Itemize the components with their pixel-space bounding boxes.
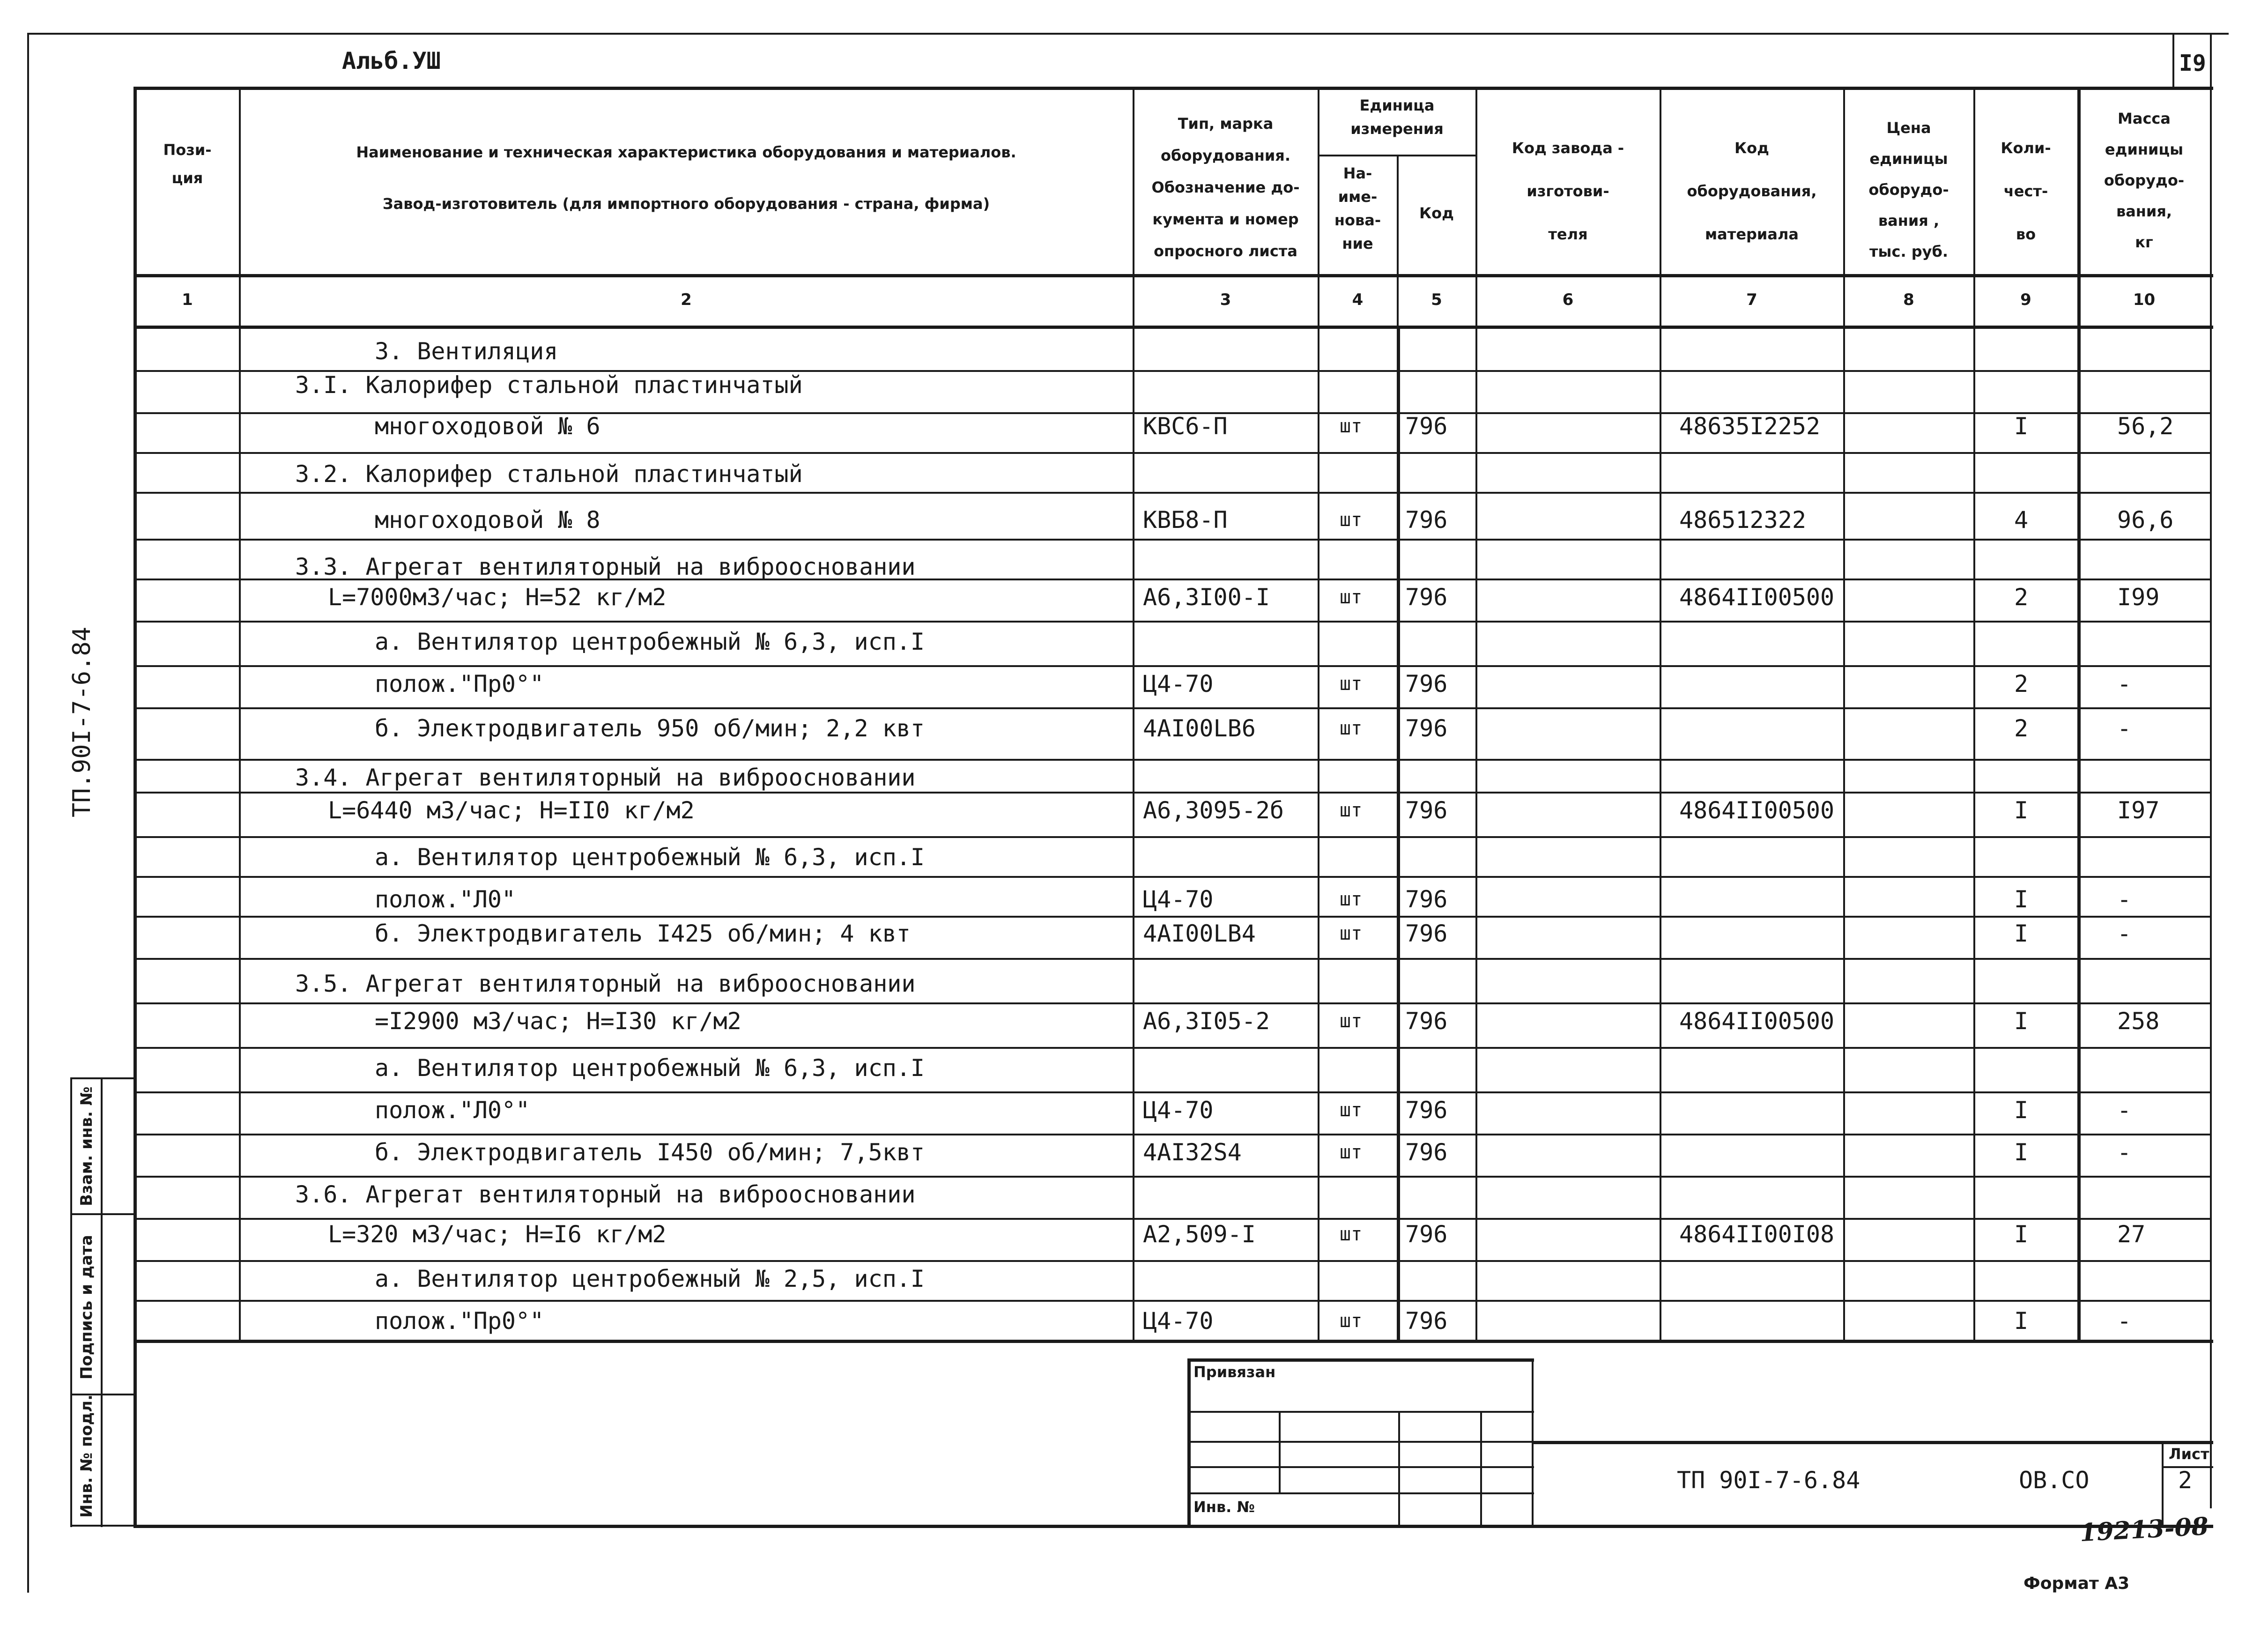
sheet-code: ОВ.СО bbox=[2019, 1467, 2090, 1494]
row-10-code: 796 bbox=[1405, 715, 1448, 742]
row-9-unit: шт bbox=[1340, 673, 1363, 695]
header-unit: Единица измерения bbox=[1350, 96, 1444, 138]
row-10-mass: - bbox=[2117, 715, 2132, 742]
row-22-code: 796 bbox=[1405, 1221, 1448, 1248]
row-1-name: 3. Вентиляция bbox=[375, 338, 558, 365]
row-17-mass: 258 bbox=[2117, 1008, 2160, 1035]
row-divider bbox=[133, 1091, 2210, 1093]
row-24-name: полож."Пр0°" bbox=[375, 1307, 544, 1335]
list-box-left bbox=[2162, 1441, 2164, 1525]
row-divider bbox=[133, 1300, 2210, 1302]
col-line-10 bbox=[2210, 87, 2212, 1340]
row-14-mass: - bbox=[2117, 886, 2132, 913]
row-20-unit: шт bbox=[1340, 1142, 1363, 1163]
header-price: Цена единицы оборудо- вания , тыс. руб. bbox=[1868, 119, 1949, 260]
row-divider bbox=[133, 876, 2210, 878]
row-14-unit: шт bbox=[1340, 889, 1363, 910]
row-10-unit: шт bbox=[1340, 718, 1363, 739]
row-23-name: а. Вентилятор центробежный № 2,5, исп.I bbox=[375, 1265, 925, 1292]
col-number-6: 6 bbox=[1562, 290, 1574, 309]
side-stamp-vzam: Взам. инв. № bbox=[77, 1086, 96, 1206]
stamp-row2 bbox=[1187, 1441, 1534, 1443]
row-17-unit: шт bbox=[1340, 1010, 1363, 1032]
row-20-qty: I bbox=[2014, 1139, 2029, 1166]
row-19-name: полож."Л0°" bbox=[375, 1097, 530, 1124]
row-3-type: КВС6-П bbox=[1143, 413, 1228, 440]
col-line-7 bbox=[1843, 87, 1845, 1340]
col-line-4b bbox=[1397, 326, 1400, 1340]
row-22-qty: I bbox=[2014, 1221, 2029, 1248]
stamp-privyazan-label: Привязан bbox=[1193, 1363, 1276, 1381]
row-5-mass: 96,6 bbox=[2117, 506, 2174, 534]
page-number-box-left bbox=[2172, 33, 2174, 89]
row-3-code: 796 bbox=[1405, 413, 1448, 440]
document-code: ТП 90I-7-6.84 bbox=[1677, 1467, 1860, 1494]
header-type: Тип, марка оборудования. Обозначение до- кумента и номер опросного листа bbox=[1151, 115, 1300, 260]
page-number: I9 bbox=[2179, 50, 2206, 76]
col-number-8: 8 bbox=[1903, 290, 1914, 309]
col-line-9 bbox=[2077, 87, 2081, 1340]
row-divider bbox=[133, 759, 2210, 761]
row-12-unit: шт bbox=[1340, 800, 1363, 821]
row-24-qty: I bbox=[2014, 1307, 2029, 1335]
header-factory-code: Код завода - изготови- теля bbox=[1512, 139, 1624, 243]
row-9-qty: 2 bbox=[2014, 670, 2029, 697]
row-divider bbox=[133, 958, 2210, 960]
row-20-code: 796 bbox=[1405, 1139, 1448, 1166]
list-number: 2 bbox=[2178, 1467, 2193, 1494]
row-8-name: а. Вентилятор центробежный № 6,3, исп.I bbox=[375, 628, 925, 655]
col-number-10: 10 bbox=[2133, 290, 2156, 309]
row-divider bbox=[133, 665, 2210, 667]
row-20-name: б. Электродвигатель I450 об/мин; 7,5квт bbox=[375, 1139, 925, 1166]
row-10-qty: 2 bbox=[2014, 715, 2029, 742]
row-9-code: 796 bbox=[1405, 670, 1448, 697]
row-21-name: 3.6. Агрегат вентиляторный на виброосновании bbox=[295, 1181, 916, 1208]
row-24-mass: - bbox=[2117, 1307, 2132, 1335]
unit-header-split bbox=[1318, 155, 1475, 156]
row-12-qty: I bbox=[2014, 797, 2029, 824]
row-12-mass: I97 bbox=[2117, 797, 2160, 824]
row-17-code: 796 bbox=[1405, 1008, 1448, 1035]
row-15-name: б. Электродвигатель I425 об/мин; 4 квт bbox=[375, 920, 911, 947]
side-document-code: ТП.90I-7-6.84 bbox=[68, 627, 96, 817]
col-line-8 bbox=[1973, 87, 1975, 1340]
stamp-row3 bbox=[1187, 1466, 1534, 1468]
stamp-col1 bbox=[1279, 1411, 1281, 1492]
header-bottom bbox=[133, 274, 2213, 277]
handwritten-number: 19213-08 bbox=[2079, 1512, 2209, 1548]
row-10-name: б. Электродвигатель 950 об/мин; 2,2 квт bbox=[375, 715, 925, 742]
row-22-eq: 4864II00I08 bbox=[1679, 1221, 1835, 1248]
stamp-privyazan-top bbox=[1187, 1358, 1534, 1362]
row-12-eq: 4864II00500 bbox=[1679, 797, 1835, 824]
row-17-type: А6,3I05-2 bbox=[1143, 1008, 1270, 1035]
col-line-1 bbox=[239, 87, 241, 1340]
row-3-qty: I bbox=[2014, 413, 2029, 440]
header-mass: Масса единицы оборудо- вания, кг bbox=[2104, 110, 2185, 251]
col-number-4: 4 bbox=[1352, 290, 1364, 309]
row-22-name: L=320 м3/час; H=I6 кг/м2 bbox=[328, 1221, 667, 1248]
format-label: Формат А3 bbox=[2023, 1574, 2130, 1593]
row-15-type: 4АI00LВ4 bbox=[1143, 920, 1256, 947]
side-stamp-left bbox=[70, 1077, 72, 1527]
row-17-qty: I bbox=[2014, 1008, 2029, 1035]
row-13-name: а. Вентилятор центробежный № 6,3, исп.I bbox=[375, 844, 925, 871]
frame-top bbox=[27, 33, 2229, 35]
table-body-bottom bbox=[133, 1340, 2213, 1343]
row-divider bbox=[133, 1218, 2210, 1220]
row-17-name: =I2900 м3/час; H=I30 кг/м2 bbox=[375, 1008, 741, 1035]
row-divider bbox=[133, 1134, 2210, 1135]
col-number-1: 1 bbox=[182, 290, 193, 309]
list-label: Лист bbox=[2169, 1445, 2209, 1463]
row-3-eq: 48635I2252 bbox=[1679, 413, 1821, 440]
row-3-unit: шт bbox=[1340, 415, 1363, 437]
header-quantity: Коли- чест- во bbox=[2001, 139, 2051, 243]
col-number-5: 5 bbox=[1431, 290, 1442, 309]
header-position: Пози- ция bbox=[163, 141, 212, 187]
row-divider bbox=[133, 452, 2210, 454]
row-divider bbox=[133, 792, 2210, 794]
side-stamp-bottom bbox=[70, 1525, 133, 1527]
row-11-name: 3.4. Агрегат вентиляторный на виброосновании bbox=[295, 764, 916, 791]
row-12-code: 796 bbox=[1405, 797, 1448, 824]
row-14-qty: I bbox=[2014, 886, 2029, 913]
row-14-name: полож."Л0" bbox=[375, 886, 516, 913]
row-7-name: L=7000м3/час; H=52 кг/м2 bbox=[328, 584, 667, 611]
col-line-5 bbox=[1475, 87, 1477, 1340]
side-stamp-mid bbox=[101, 1077, 103, 1527]
stamp-col3 bbox=[1480, 1411, 1482, 1525]
row-3-mass: 56,2 bbox=[2117, 413, 2174, 440]
title-block-top bbox=[1532, 1441, 2213, 1444]
stamp-inv-label: Инв. № bbox=[1193, 1498, 1255, 1516]
row-5-name: многоходовой № 8 bbox=[375, 506, 600, 534]
row-divider bbox=[133, 621, 2210, 623]
row-20-mass: - bbox=[2117, 1139, 2132, 1166]
row-15-code: 796 bbox=[1405, 920, 1448, 947]
row-divider bbox=[133, 1047, 2210, 1049]
row-divider bbox=[133, 539, 2210, 541]
row-divider bbox=[133, 1260, 2210, 1262]
row-5-type: КВБ8-П bbox=[1143, 506, 1228, 534]
row-19-type: Ц4-70 bbox=[1143, 1097, 1214, 1124]
row-15-unit: шт bbox=[1340, 923, 1363, 944]
row-divider bbox=[133, 916, 2210, 918]
row-9-mass: - bbox=[2117, 670, 2132, 697]
row-22-mass: 27 bbox=[2117, 1221, 2146, 1248]
row-20-type: 4АI32S4 bbox=[1143, 1139, 1242, 1166]
side-stamp-inv: Инв. № подл. bbox=[77, 1394, 96, 1518]
row-5-unit: шт bbox=[1340, 509, 1363, 531]
row-7-mass: I99 bbox=[2117, 584, 2160, 611]
row-7-code: 796 bbox=[1405, 584, 1448, 611]
frame-left bbox=[27, 33, 29, 1593]
side-stamp-podpis: Подпись и дата bbox=[77, 1235, 96, 1380]
header-unit-name: На- име- нова- ние bbox=[1334, 164, 1381, 252]
row-15-qty: I bbox=[2014, 920, 2029, 947]
row-24-code: 796 bbox=[1405, 1307, 1448, 1335]
row-5-eq: 486512322 bbox=[1679, 506, 1806, 534]
col-line-2 bbox=[1133, 87, 1134, 1340]
row-14-code: 796 bbox=[1405, 886, 1448, 913]
side-stamp-sep1 bbox=[70, 1213, 133, 1215]
row-22-type: А2,509-I bbox=[1143, 1221, 1256, 1248]
header-name: Наименование и техническая характеристика оборудования и материалов. Завод-изготовитель (для импортного оборудования - страна, фирма) bbox=[356, 143, 1016, 213]
col-number-3: 3 bbox=[1220, 290, 1231, 309]
row-3-name: многоходовой № 6 bbox=[375, 413, 600, 440]
header-equipment-code: Код оборудования, материала bbox=[1687, 139, 1817, 243]
row-5-code: 796 bbox=[1405, 506, 1448, 534]
row-22-unit: шт bbox=[1340, 1224, 1363, 1245]
row-19-code: 796 bbox=[1405, 1097, 1448, 1124]
row-7-unit: шт bbox=[1340, 586, 1363, 608]
stamp-col2 bbox=[1398, 1411, 1400, 1525]
row-19-qty: I bbox=[2014, 1097, 2029, 1124]
row-19-unit: шт bbox=[1340, 1099, 1363, 1121]
col-line-6 bbox=[1660, 87, 1661, 1340]
row-divider bbox=[133, 1002, 2210, 1004]
col-line-3 bbox=[1318, 87, 1319, 1340]
row-divider bbox=[133, 836, 2210, 838]
row-7-eq: 4864II00500 bbox=[1679, 584, 1835, 611]
row-4-name: 3.2. Калорифер стальной пластинчатый bbox=[295, 460, 803, 488]
side-stamp-top bbox=[70, 1077, 133, 1079]
row-12-type: А6,3095-2б bbox=[1143, 797, 1284, 824]
row-19-mass: - bbox=[2117, 1097, 2132, 1124]
col-number-9: 9 bbox=[2020, 290, 2031, 309]
row-7-qty: 2 bbox=[2014, 584, 2029, 611]
col-number-2: 2 bbox=[681, 290, 692, 309]
stamp-row1 bbox=[1187, 1411, 1534, 1413]
row-divider bbox=[133, 707, 2210, 709]
header-unit-code: Код bbox=[1419, 204, 1454, 222]
table-top bbox=[133, 87, 2213, 90]
row-16-name: 3.5. Агрегат вентиляторный на виброосновании bbox=[295, 970, 916, 997]
row-17-eq: 4864II00500 bbox=[1679, 1008, 1835, 1035]
row-7-type: А6,3I00-I bbox=[1143, 584, 1270, 611]
row-9-type: Ц4-70 bbox=[1143, 670, 1214, 697]
col-number-7: 7 bbox=[1746, 290, 1757, 309]
row-24-unit: шт bbox=[1340, 1310, 1363, 1332]
row-15-mass: - bbox=[2117, 920, 2132, 947]
row-divider bbox=[133, 1176, 2210, 1178]
row-2-name: 3.I. Калорифер стальной пластинчатый bbox=[295, 371, 803, 399]
title-block-bottom bbox=[133, 1525, 2213, 1528]
row-24-type: Ц4-70 bbox=[1143, 1307, 1214, 1335]
row-12-name: L=6440 м3/час; H=II0 кг/м2 bbox=[328, 797, 695, 824]
row-divider bbox=[133, 492, 2210, 494]
colnum-bottom bbox=[133, 326, 2213, 329]
row-5-qty: 4 bbox=[2014, 506, 2029, 534]
row-18-name: а. Вентилятор центробежный № 6,3, исп.I bbox=[375, 1054, 925, 1082]
stamp-row4 bbox=[1187, 1492, 1534, 1494]
album-label: Альб.УШ bbox=[342, 47, 441, 74]
row-10-type: 4АI00LВ6 bbox=[1143, 715, 1256, 742]
row-14-type: Ц4-70 bbox=[1143, 886, 1214, 913]
row-9-name: полож."Пр0°" bbox=[375, 670, 544, 697]
row-6-name: 3.3. Агрегат вентиляторный на виброосновании bbox=[295, 553, 916, 580]
